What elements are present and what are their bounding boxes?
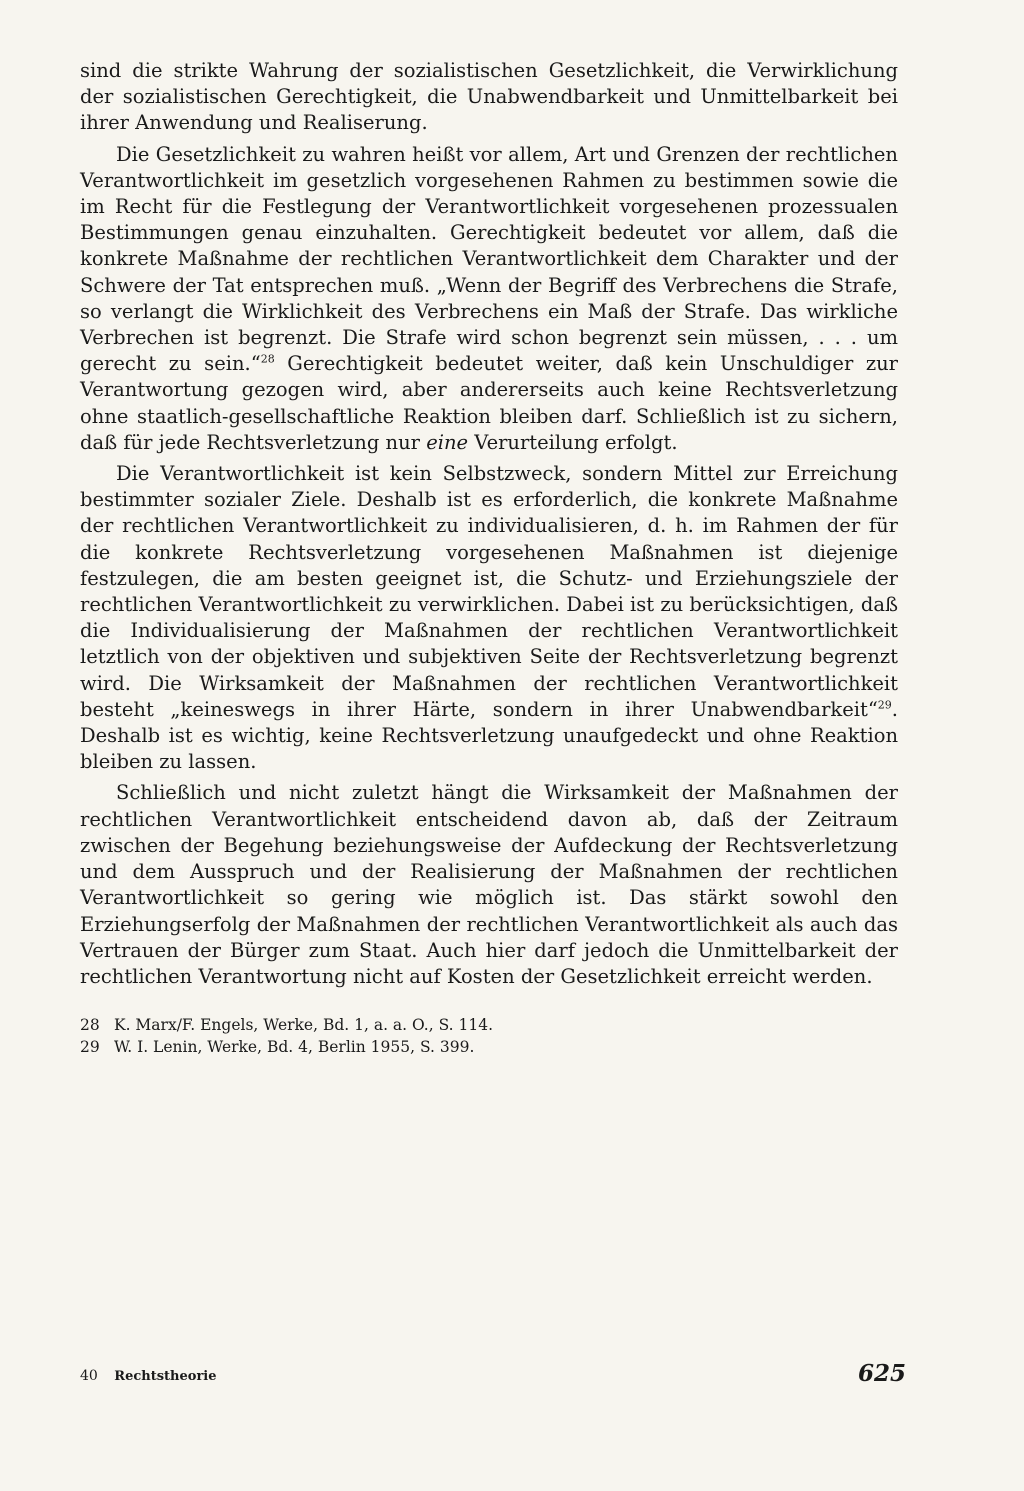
signature-number: 40 bbox=[80, 1368, 98, 1384]
paragraph-4: Schließlich und nicht zuletzt hängt die Wirksamkeit der Maßnahmen der rechtlichen Verantwortlichkeit entscheidend davon ab, daß der Zeitraum zwischen der Begehung beziehungsweise der Aufdeckung der Rechtsverletzung und dem Ausspruch und der Realisierung der Maßnahmen der rechtlichen Verantwortlichkeit so gering wie möglich ist. Das stärkt sowohl den Erziehungserfolg der Maßnahmen der rechtlichen Verantwortlichkeit als auch das Vertrauen der Bürger zum Staat. Auch hier darf jedoch die Unmittelbarkeit der rechtlichen Verantwortung nicht auf Kosten der Gesetzlichkeit erreicht werden. bbox=[80, 781, 898, 988]
paragraph-1: sind die strikte Wahrung der sozialistischen Gesetzlichkeit, die Verwirklichung der sozialistischen Gerechtigkeit, die Unabwendbarkeit und Unmittelbarkeit bei ihrer Anwendung und Realiserung. bbox=[80, 59, 898, 135]
paragraph-3 bbox=[80, 461, 898, 775]
footnote-number: 29 bbox=[80, 1038, 100, 1056]
paragraph-2-part-a: Die Gesetzlichkeit zu wahren heißt vor allem, Art und Grenzen der rechtlichen Verantwortlichkeit im gesetzlich vorgesehenen Rahmen zu bestimmen sowie die im Recht für die Festlegung der Verantwortlichkeit vorgesehenen prozessualen Bestimmungen genau einzuhalten. Gerechtigkeit bedeutet vor allem, daß die konkrete Maßnahme der rechtlichen Verantwortlichkeit dem Charakter und der Schwere der Tat entsprechen muß. „Wenn der Begriff des Verbrechens die Strafe, so verlangt die Wirklichkeit des Verbrechens ein Maß der Strafe. Das wirkliche Verbrechen ist begrenzt. Die Strafe wird schon begrenzt sein müssen, . . . um gerecht zu sein.“ bbox=[80, 142, 898, 376]
footnote-text: W. I. Lenin, Werke, Bd. 4, Berlin 1955, S. 399. bbox=[114, 1038, 475, 1056]
emphasis-word: eine bbox=[426, 430, 469, 454]
paragraph-3-part-b: . Deshalb ist es wichtig, keine Rechtsverletzung unaufgedeckt und ohne Reaktion bleiben zu lassen. bbox=[80, 697, 898, 774]
paragraph-2-part-b: Gerechtigkeit bedeutet weiter, daß kein Unschuldiger zur Verantwortung gezogen wird, aber andererseits auch keine Rechtsverletzung ohne staatlich-gesellschaftliche Reaktion bleiben darf. Schließlich ist zu sichern, daß für jede Rechtsverletzung nur bbox=[80, 352, 898, 454]
main-text bbox=[80, 58, 898, 990]
paragraph-2-part-c: Verurteilung erfolgt. bbox=[468, 430, 678, 454]
page-number: 625 bbox=[857, 1360, 906, 1387]
signature-title: Rechtstheorie bbox=[114, 1369, 217, 1384]
paragraph-3-part-a: Die Verantwortlichkeit ist kein Selbstzweck, sondern Mittel zur Erreichung bestimmter sozialer Ziele. Deshalb ist es erforderlich, die konkrete Maßnahme der rechtlichen Verantwortlichkeit zu individualisieren, d. h. im Rahmen der für die konkrete Rechtsverletzung vorgesehenen Maßnahmen ist diejenige festzulegen, die am besten geeignet ist, die Schutz- und Erziehungsziele der rechtlichen Verantwortlichkeit zu verwirklichen. Dabei ist zu berücksichtigen, daß die Individualisierung der Maßnahmen der rechtlichen Verantwortlichkeit letztlich von der objektiven und subjektiven Seite der Rechtsverletzung begrenzt wird. Die Wirksamkeit der Maßnahmen der rechtlichen Verantwortlichkeit besteht „keineswegs in ihrer Härte, sondern in ihrer Unabwendbarkeit“ bbox=[80, 462, 898, 721]
footnote-number: 28 bbox=[80, 1016, 100, 1034]
footnotes bbox=[80, 1014, 880, 1058]
footnote-ref-29: 29 bbox=[877, 698, 892, 712]
page-footer bbox=[80, 1360, 906, 1390]
footnote-29 bbox=[80, 1036, 880, 1058]
footnote-28 bbox=[80, 1014, 880, 1036]
footnote-text: K. Marx/F. Engels, Werke, Bd. 1, a. a. O., S. 114. bbox=[114, 1016, 494, 1034]
footnote-ref-28: 28 bbox=[260, 352, 275, 366]
paragraph-2 bbox=[80, 142, 898, 456]
printer-signature bbox=[80, 1368, 217, 1384]
